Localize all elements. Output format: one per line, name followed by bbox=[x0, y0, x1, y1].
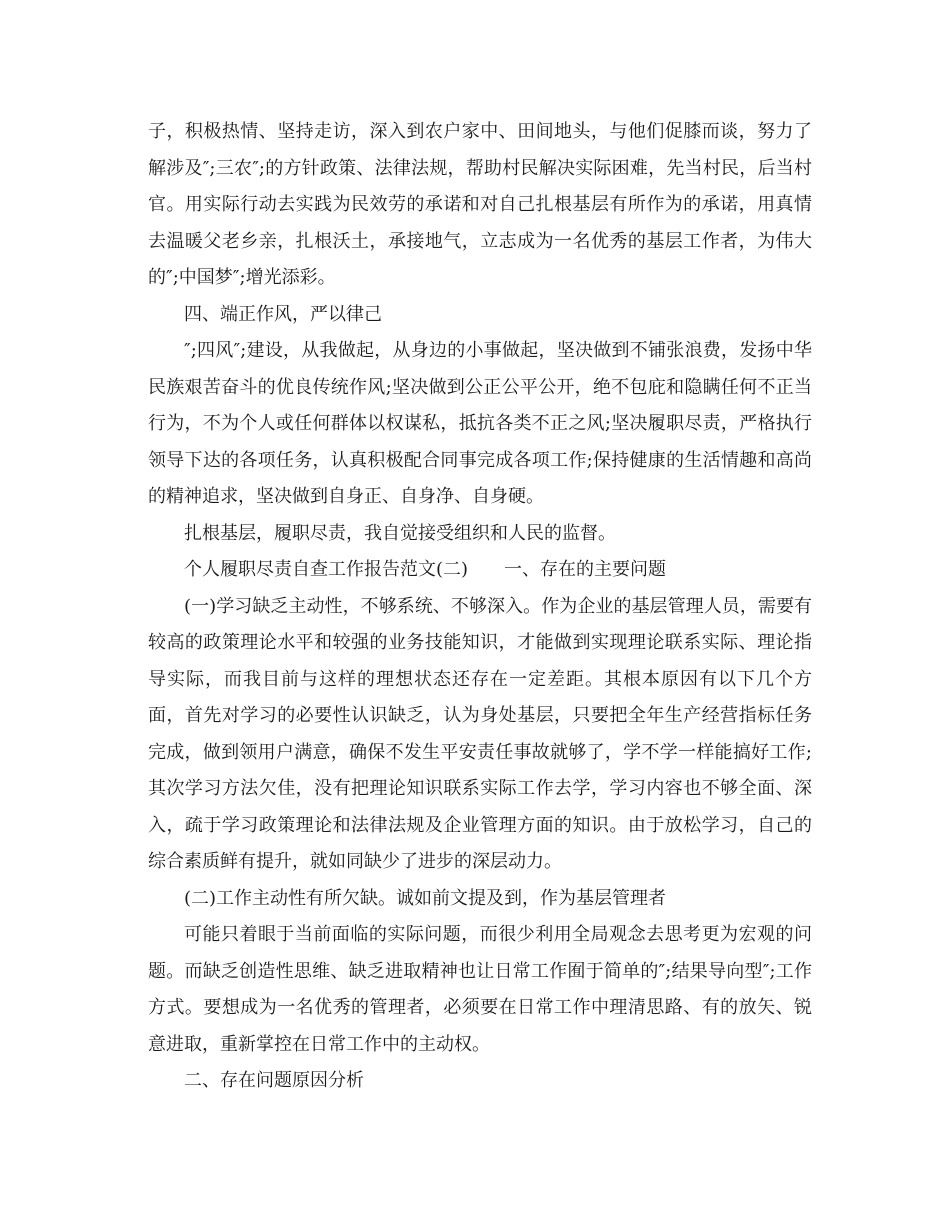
paragraph-mindset: 可能只着眼于当前面临的实际问题，而很少利用全局观念去思考更为宏观的问题。而缺乏创造性思维、缺乏进取精神也让日常工作囿于简单的″;结果导向型″;工作方式。要想成为一名优秀的管理者，必须要在日常工作中理清思路、有的放矢、锐意进取，重新掌控在日常工作中的主动权。 bbox=[148, 924, 812, 1055]
report-title-line bbox=[148, 552, 812, 589]
paragraph-learning: (一)学习缺乏主动性，不够系统、不够深入。作为企业的基层管理人员，需要有较高的政策理论水平和较强的业务技能知识，才能做到实现理论联系实际、理论指导实际，而我目前与这样的理想状态还存在一定差距。其根本原因有以下几个方面，首先对学习的必要性认识缺乏，认为身处基层，只要把全年生产经营指标任务完成，做到领用户满意，确保不发生平安责任事故就够了，学不学一样能搞好工作;其次学习方法欠佳，没有把理论知识联系实际工作去学，学习内容也不够全面、深入，疏于学习政策理论和法律法规及企业管理方面的知识。由于放松学习，自己的综合素质鲜有提升，就如同缺少了进步的深层动力。 bbox=[148, 595, 812, 872]
paragraph-1: 子，积极热情、坚持走访，深入到农户家中、田间地头，与他们促膝而谈，努力了解涉及″;三农″;的方针政策、法律法规，帮助村民解决实际困难，先当村民，后当村官。用实际行动去实践为民效劳的承诺和对自己扎根基层有所作为的承诺，用真情去温暖父老乡亲，扎根沃土，承接地气，立志成为一名优秀的基层工作者，为伟大的″;中国梦″;增光添彩。 bbox=[148, 121, 812, 288]
document-body bbox=[148, 114, 812, 1100]
section-heading-1: 一、存在的主要问题 bbox=[504, 559, 667, 580]
section-heading-2: 二、存在问题原因分析 bbox=[184, 1070, 364, 1091]
paragraph-four-winds: ″;四风″;建设，从我做起，从身边的小事做起，坚决做到不铺张浪费，发扬中华民族艰苦奋斗的优良传统作风;坚决做到公正公平公开，绝不包庇和隐瞒任何不正当行为，不为个人或任何群体以权谋私，抵抗各类不正之风;坚决履职尽责，严格执行领导下达的各项任务，认真积极配合同事完成各项工作;保持健康的生活情趣和高尚的精神追求，坚决做到自身正、自身净、自身硬。 bbox=[148, 340, 812, 507]
paragraph-supervision: 扎根基层，履职尽责，我自觉接受组织和人民的监督。 bbox=[184, 522, 616, 544]
report-title: 个人履职尽责自查工作报告范文(二) bbox=[184, 559, 469, 580]
paragraph-initiative: (二)工作主动性有所欠缺。诚如前文提及到，作为基层管理者 bbox=[184, 887, 667, 909]
section-heading-4: 四、端正作风，严以律己 bbox=[184, 303, 382, 325]
